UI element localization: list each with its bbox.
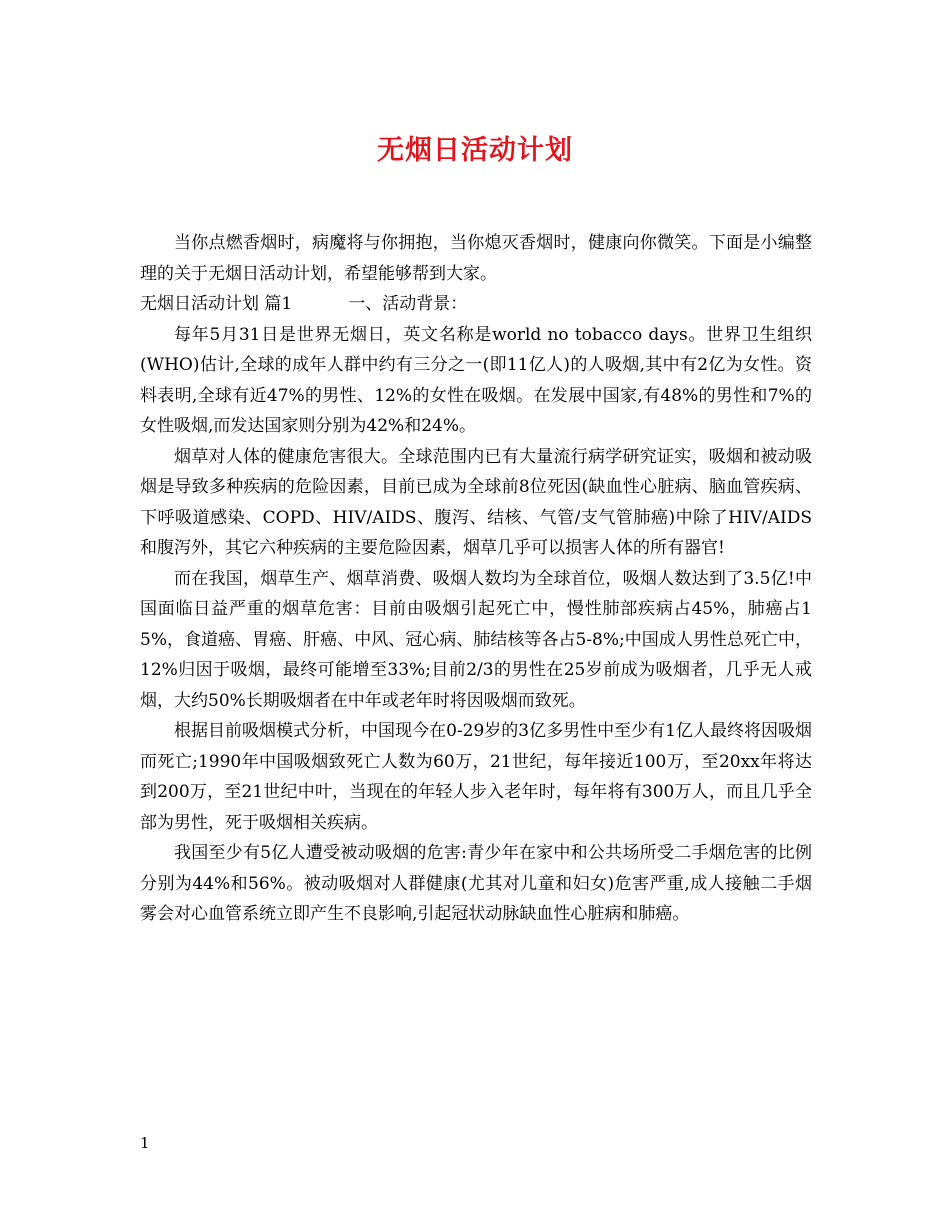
page-number: 1 bbox=[140, 1134, 150, 1152]
page-title: 无烟日活动计划 bbox=[377, 135, 573, 166]
body-paragraph: 每年5月31日是世界无烟日，英文名称是world no tobacco days。世界卫生组织(WHO)估计,全球的成年人群中约有三分之一(即11亿人)的人吸烟,其中有2亿为女性。资料表明,全球有近47%的男性、12%的女性在吸烟。在发展中国家,有48%的男性和7%的女性吸烟,而发达国家则分别为42%和24%。 bbox=[140, 324, 812, 436]
body-paragraph: 我国至少有5亿人遭受被动吸烟的危害:青少年在家中和公共场所受二手烟危害的比例分别为44%和56%。被动吸烟对人群健康(尤其对儿童和妇女)危害严重,成人接触二手烟雾会对心血管系统立即产生不良影响,引起冠状动脉缺血性心脏病和肺癌。 bbox=[140, 843, 812, 924]
body-paragraph: 烟草对人体的健康危害很大。全球范围内已有大量流行病学研究证实，吸烟和被动吸烟是导致多种疾病的危险因素，目前已成为全球前8位死因(缺血性心脏病、脑血管疾病、下呼吸道感染、COPD、HIV/AIDS、腹泻、结核、气管/支气管肺癌)中除了HIV/AIDS和腹泻外，其它六种疾病的主要危险因素，烟草几乎可以损害人体的所有器官! bbox=[140, 446, 812, 558]
body-paragraph: 而在我国，烟草生产、烟草消费、吸烟人数均为全球首位，吸烟人数达到了3.5亿!中国面临日益严重的烟草危害：目前由吸烟引起死亡中，慢性肺部疾病占45%，肺癌占15%，食道癌、胃癌、肝癌、中风、冠心病、肺结核等各占5-8%;中国成人男性总死亡中，12%归因于吸烟，最终可能增至33%;目前2/3的男性在25岁前成为吸烟者，几乎无人戒烟，大约50%长期吸烟者在中年或老年时将因吸烟而致死。 bbox=[140, 568, 812, 711]
body-paragraph: 根据目前吸烟模式分析，中国现今在0-29岁的3亿多男性中至少有1亿人最终将因吸烟而死亡;1990年中国吸烟致死亡人数为60万，21世纪，每年接近100万，至20xx年将达到200万，至21世纪中叶，当现在的年轻人步入老年时，每年将有300万人，而且几乎全部为男性，死于吸烟相关疾病。 bbox=[140, 721, 812, 833]
intro-paragraph: 当你点燃香烟时，病魔将与你拥抱，当你熄灭香烟时，健康向你微笑。下面是小编整理的关于无烟日活动计划，希望能够帮到大家。 bbox=[140, 233, 812, 284]
document-body bbox=[140, 228, 812, 930]
section-heading-line bbox=[140, 289, 812, 320]
section-subheading: 一、活动背景： bbox=[348, 294, 468, 314]
section-heading: 无烟日活动计划 篇1 bbox=[140, 294, 293, 314]
